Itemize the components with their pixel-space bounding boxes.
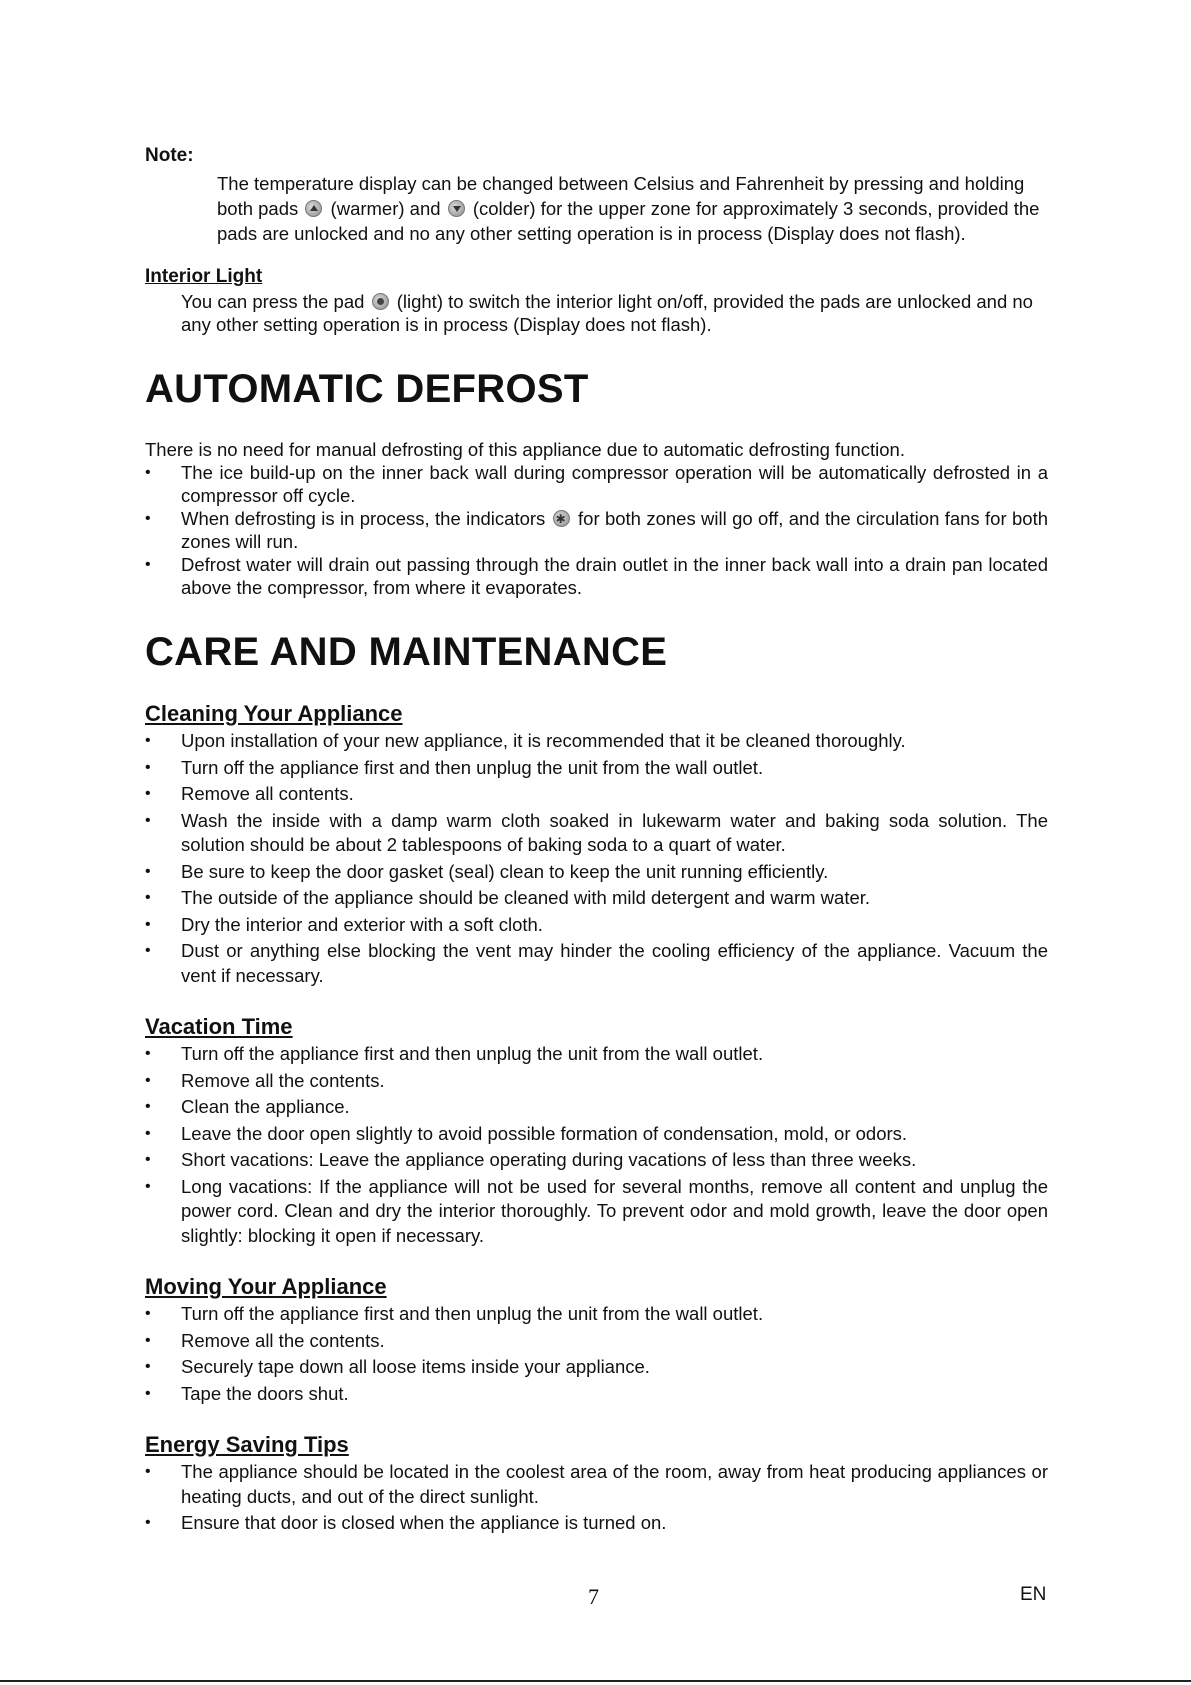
vacation-list <box>145 1042 1048 1248</box>
list-item: • Tape the doors shut. <box>145 1382 1048 1407</box>
vacation-heading: Vacation Time <box>145 1014 293 1039</box>
list-item: • Remove all the contents. <box>145 1069 1048 1094</box>
list-item: • Securely tape down all loose items inside your appliance. <box>145 1355 1048 1380</box>
cleaning-heading: Cleaning Your Appliance <box>145 701 403 726</box>
warmer-pad-icon <box>305 200 322 217</box>
moving-list <box>145 1302 1048 1406</box>
list-item: • Be sure to keep the door gasket (seal) clean to keep the unit running efficiently. <box>145 860 1048 885</box>
interior-light-heading: Interior Light <box>145 266 263 287</box>
moving-heading: Moving Your Appliance <box>145 1274 387 1299</box>
bottom-rule <box>0 1680 1191 1682</box>
page-number: 7 <box>588 1584 599 1609</box>
colder-pad-icon <box>448 200 465 217</box>
list-item: • Short vacations: Leave the appliance operating during vacations of less than three weeks. <box>145 1148 1048 1173</box>
note-text: The temperature display can be changed between Celsius and Fahrenheit by pressing and holding both pads (warmer) and (colder) for the upper zone for approximately 3 seconds, provided the pads are unlocked and no any other setting operation is in process (Display does not flash). <box>217 173 1040 244</box>
list-item: • Ensure that door is closed when the appliance is turned on. <box>145 1511 1048 1536</box>
cleaning-list <box>145 729 1048 988</box>
snowflake-indicator-icon <box>553 510 570 527</box>
list-item: • Leave the door open slightly to avoid possible formation of condensation, mold, or odors. <box>145 1122 1048 1147</box>
list-item: • Clean the appliance. <box>145 1095 1048 1120</box>
list-item: • Turn off the appliance first and then unplug the unit from the wall outlet. <box>145 1042 1048 1067</box>
list-item: • Dry the interior and exterior with a soft cloth. <box>145 913 1048 938</box>
care-maintenance-title: CARE AND MAINTENANCE <box>145 630 668 674</box>
list-item: • Turn off the appliance first and then unplug the unit from the wall outlet. <box>145 756 1048 781</box>
list-item: • Dust or anything else blocking the vent may hinder the cooling efficiency of the appliance. Vacuum the vent if necessary. <box>145 939 1048 988</box>
list-item: • Long vacations: If the appliance will not be used for several months, remove all content and unplug the power cord. Clean and dry the interior thoroughly. To prevent odor and mold growth, leave the door open slightly: blocking it open if necessary. <box>145 1175 1048 1249</box>
list-item: • Defrost water will drain out passing through the drain outlet in the inner back wall into a drain pan located above the compressor, from where it evaporates. <box>145 553 1048 599</box>
list-item: • Remove all contents. <box>145 782 1048 807</box>
interior-light-text: You can press the pad (light) to switch the interior light on/off, provided the pads are unlocked and no any other setting operation is in process (Display does not flash). <box>181 291 1033 335</box>
list-item: • When defrosting is in process, the indicators ✱ for both zones will go off, and the circulation fans for both zones will run. <box>145 507 1048 553</box>
page-content <box>145 145 1048 1538</box>
list-item: • The outside of the appliance should be cleaned with mild detergent and warm water. <box>145 886 1048 911</box>
energy-list <box>145 1460 1048 1536</box>
list-item: • Wash the inside with a damp warm cloth soaked in lukewarm water and baking soda solution. The solution should be about 2 tablespoons of baking soda to a quart of water. <box>145 809 1048 858</box>
light-pad-icon <box>372 293 389 310</box>
list-item: • Upon installation of your new appliance, it is recommended that it be cleaned thoroughly. <box>145 729 1048 754</box>
list-item: • The ice build-up on the inner back wall during compressor operation will be automatically defrosted in a compressor off cycle. <box>145 461 1048 507</box>
defrost-list <box>145 461 1048 599</box>
list-item: • Turn off the appliance first and then unplug the unit from the wall outlet. <box>145 1302 1048 1327</box>
automatic-defrost-title: AUTOMATIC DEFROST <box>145 367 589 411</box>
note-label: Note: <box>145 145 194 166</box>
energy-heading: Energy Saving Tips <box>145 1432 349 1457</box>
list-item: • Remove all the contents. <box>145 1329 1048 1354</box>
defrost-intro: There is no need for manual defrosting of this appliance due to automatic defrosting function. <box>145 439 905 460</box>
language-code: EN <box>1020 1584 1047 1605</box>
list-item: • The appliance should be located in the coolest area of the room, away from heat producing appliances or heating ducts, and out of the direct sunlight. <box>145 1460 1048 1509</box>
